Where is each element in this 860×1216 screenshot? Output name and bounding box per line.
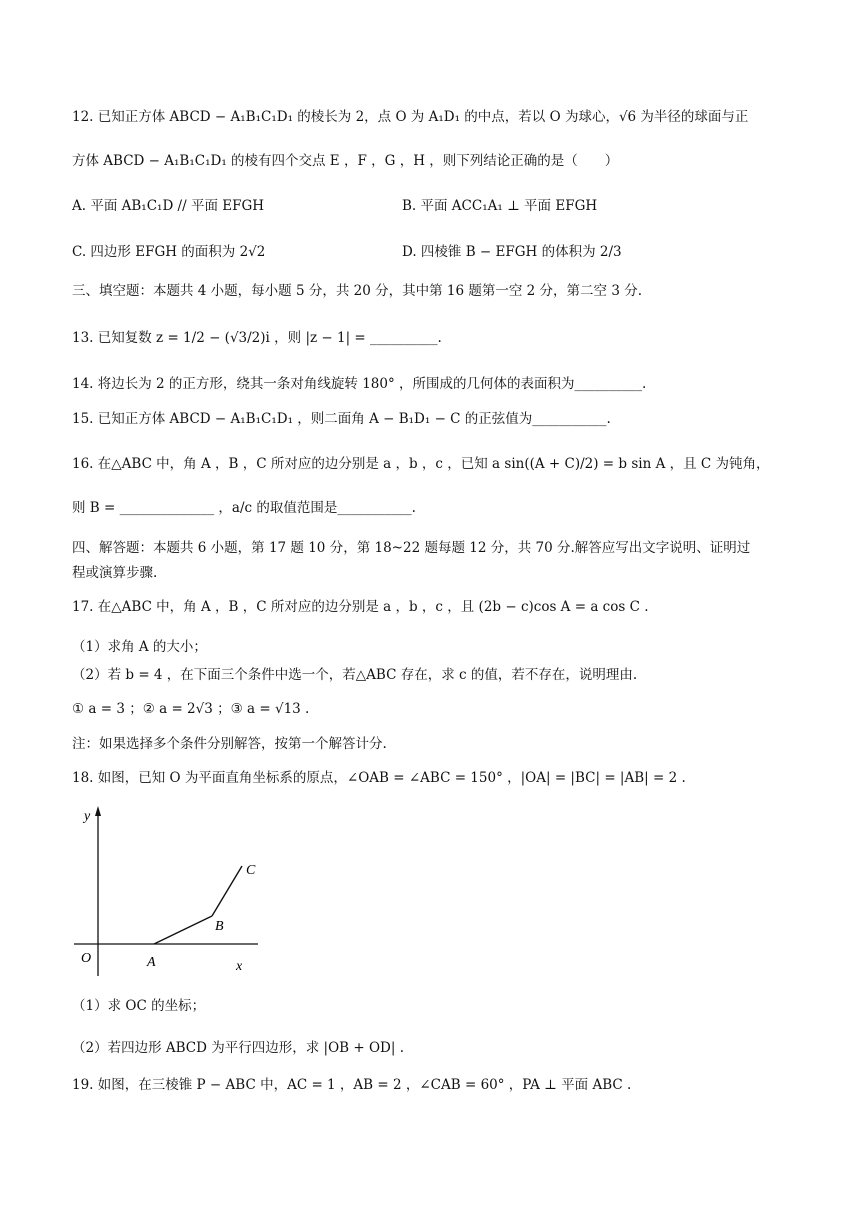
option-b: B. 平面 ACC₁A₁ ⊥ 平面 EFGH <box>402 198 598 214</box>
question-17: 17. 在△ABC 中，角 A ，B ，C 所对应的边分别是 a ，b ，c ，且 (2b − c)cos A = a cos C . <box>72 599 649 615</box>
label-a: A <box>147 955 156 970</box>
coordinate-figure <box>68 800 268 980</box>
question-17-note: 注：如果选择多个条件分别解答，按第一个解答计分. <box>72 736 387 752</box>
question-17-conditions: ① a = 3 ；② a = 2√3 ；③ a = √13 . <box>72 701 310 717</box>
label-c: C <box>246 863 256 878</box>
question-15: 15. 已知正方体 ABCD − A₁B₁C₁D₁ ，则二面角 A − B₁D₁ − C 的正弦值为___________. <box>72 411 611 427</box>
label-b: B <box>215 919 224 934</box>
option-c: C. 四边形 EFGH 的面积为 2√2 <box>72 244 266 260</box>
question-17-part-2: （2）若 b = 4 ，在下面三个条件中选一个，若△ABC 存在，求 c 的值，若不存在，说明理由. <box>72 667 638 683</box>
question-12-line-1: 12. 已知正方体 ABCD − A₁B₁C₁D₁ 的棱长为 2，点 O 为 A₁D₁ 的中点，若以 O 为球心，√6 为半径的球面与正 <box>72 109 749 125</box>
question-19: 19. 如图，在三棱锥 P − ABC 中，AC = 1 ，AB = 2 ，∠CAB = 60° ，PA ⊥ 平面 ABC . <box>72 1077 632 1093</box>
question-17-part-1: （1）求角 A 的大小； <box>72 639 207 655</box>
segment-ab <box>154 916 212 944</box>
option-d: D. 四棱锥 B − EFGH 的体积为 2/3 <box>402 244 622 260</box>
section-4-heading-line-1: 四、解答题：本题共 6 小题，第 17 题 10 分，第 18~22 题每题 12 分，共 70 分.解答应写出文字说明、证明过 <box>72 540 751 556</box>
question-16-line-2: 则 B = ______________ ，a/c 的取值范围是___________. <box>72 500 416 516</box>
label-y: y <box>84 809 91 824</box>
option-a: A. 平面 AB₁C₁D // 平面 EFGH <box>72 198 265 214</box>
label-x: x <box>236 959 243 974</box>
question-12-line-2: 方体 ABCD − A₁B₁C₁D₁ 的棱有四个交点 E ，F ，G ，H ，则下列结论正确的是（ ） <box>72 153 619 169</box>
question-13: 13. 已知复数 z = 1/2 − (√3/2)i ，则 |z − 1| = __________. <box>72 330 442 346</box>
question-18-part-1: （1）求 OC 的坐标； <box>72 998 206 1014</box>
y-axis-arrow <box>95 806 101 816</box>
question-16-line-1: 16. 在△ABC 中，角 A ，B ，C 所对应的边分别是 a ，b ，c ，已知 a sin((A + C)/2) = b sin A ，且 C 为钝角， <box>72 456 770 472</box>
question-18: 18. 如图，已知 O 为平面直角坐标系的原点，∠OAB = ∠ABC = 150° ，|OA| = |BC| = |AB| = 2 . <box>72 770 686 786</box>
section-4-heading-line-2: 程或演算步骤. <box>72 565 158 581</box>
section-3-heading: 三、填空题：本题共 4 小题，每小题 5 分，共 20 分，其中第 16 题第一空 2 分，第二空 3 分. <box>72 283 642 299</box>
segment-bc <box>212 866 242 916</box>
label-o: O <box>81 951 92 966</box>
question-14: 14. 将边长为 2 的正方形，绕其一条对角线旋转 180° ，所围成的几何体的表面积为__________. <box>72 376 647 392</box>
question-18-part-2: （2）若四边形 ABCD 为平行四边形，求 |OB + OD| . <box>72 1040 404 1056</box>
